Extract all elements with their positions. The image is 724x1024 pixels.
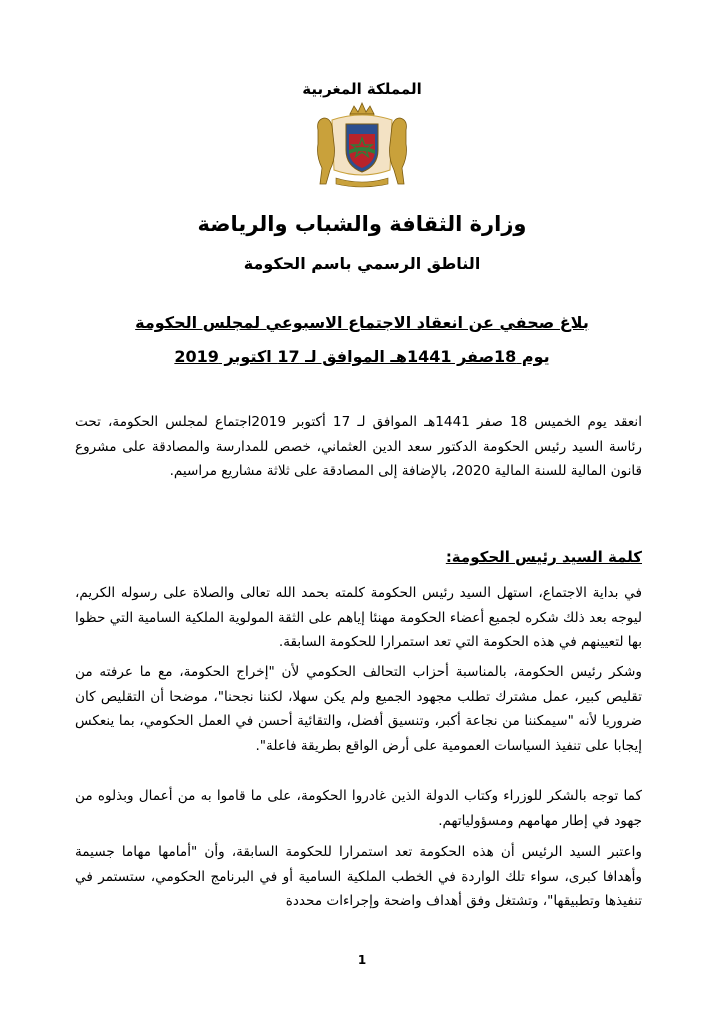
- kingdom-name: المملكة المغربية: [302, 80, 422, 98]
- body-paragraph-1: في بداية الاجتماع، استهل السيد رئيس الحكومة كلمته بحمد الله تعالى والصلاة على رسوله الكريم، ليوجه بعد ذلك شكره لجميع أعضاء الحكومة مهنئا إياهم على الثقة المولوية الملكية السامية التي حظوا بها لتعيينهم في هذه الحكومة التي تعد استمرارا للحكومة السابقة.: [75, 585, 642, 650]
- royal-coat-of-arms-icon: [312, 100, 412, 190]
- intro-paragraph: انعقد يوم الخميس 18 صفر 1441هـ الموافق لـ 17 أكتوبر 2019اجتماع لمجلس الحكومة، تحت رئاسة السيد رئيس الحكومة الدكتور سعد الدين العثماني، خصص للمدارسة والمصادقة على مشروع قانون المالية للسنة المالية 2020، بالإضافة إلى المصادقة على ثلاثة مشاريع مراسيم.: [75, 414, 642, 479]
- communique-title: بلاغ صحفي عن انعقاد الاجتماع الاسبوعي لمجلس الحكومة: [135, 313, 589, 332]
- body-paragraph-2: وشكر رئيس الحكومة، بالمناسبة أحزاب التحالف الحكومي لأن "إخراج الحكومة، مع ما عرفته من تقليص كبير، عمل مشترك تطلب مجهود الجميع ولم يكن سهلا، لكننا نجحنا"، موضحا أن التقليص كان ضروريا لأنه "سيمكننا من نجاعة أكبر، وتنسيق أفضل، والتقائية أحسن في العمل الحكومي، بما ينعكس إيجابا على تنفيذ السياسات العمومية على أرض الواقع بطريقة فاعلة".: [75, 664, 642, 754]
- body-paragraph-3: كما توجه بالشكر للوزراء وكتاب الدولة الذين غادروا الحكومة، على ما قاموا به من أعمال وبذلوه من جهود في إطار مهامهم ومسؤولياتهم.: [75, 788, 642, 829]
- ministry-name: وزارة الثقافة والشباب والرياضة: [197, 212, 527, 236]
- page-number: 1: [357, 953, 367, 967]
- body-paragraph-4: واعتبر السيد الرئيس أن هذه الحكومة تعد استمرارا للحكومة السابقة، وأن "أمامها مهاما جسيمة وأهدافا كبرى، سواء تلك الواردة في الخطب الملكية السامية أو في البرنامج الحكومي، ستستمر في تنفيذها وتطبيقها"، وتشتغل وفق أهداف واضحة وإجراءات محددة: [75, 844, 642, 909]
- section-heading: كلمة السيد رئيس الحكومة:: [445, 548, 642, 566]
- spokesperson-title: الناطق الرسمي باسم الحكومة: [243, 254, 481, 273]
- communique-date: يوم 18صفر 1441هـ الموافق لـ 17 اكتوبر 2019: [174, 347, 550, 366]
